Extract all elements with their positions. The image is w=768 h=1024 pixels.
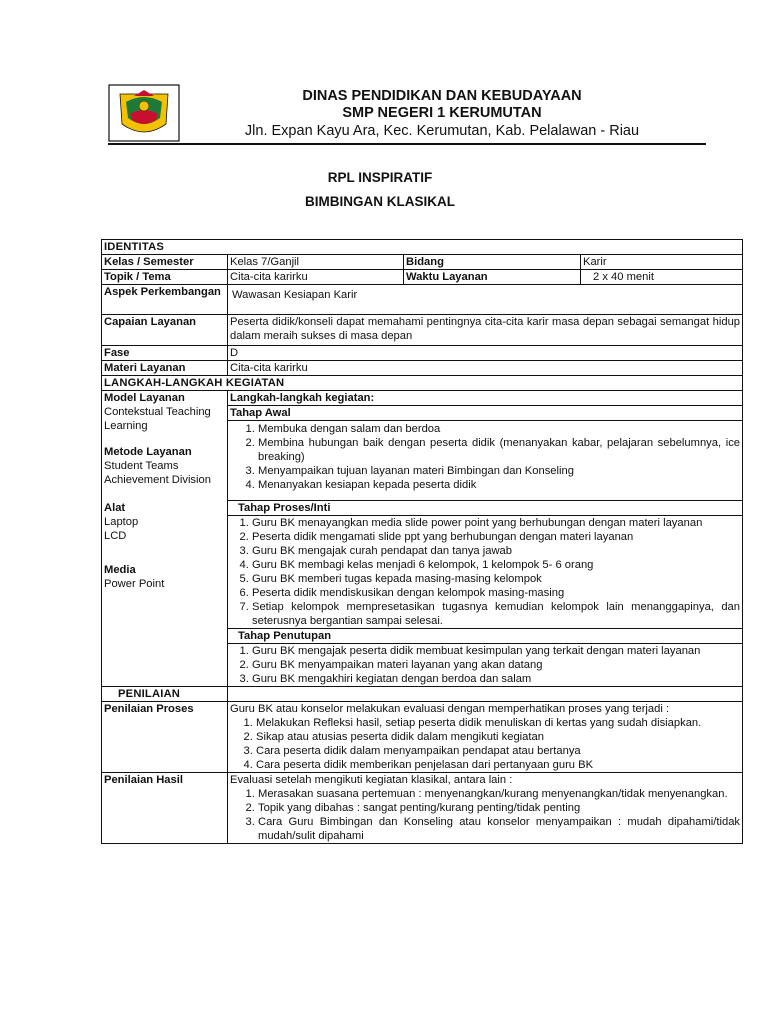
kelas-value: Kelas 7/Ganjil [228, 255, 404, 270]
list-item: 2. Topik yang dibahas : sangat penting/kurang penting/tidak penting [258, 801, 740, 815]
fase-value: D [228, 346, 743, 361]
list-item: 1. Melakukan Refleksi hasil, setiap peserta didik menuliskan di kertas yang sudah disiapkan. [256, 716, 740, 730]
aspek-value: Wawasan Kesiapan Karir [228, 285, 743, 315]
topik-value: Cita-cita karirku [228, 270, 404, 285]
table-row [102, 255, 743, 270]
list-item: 3. Guru BK mengakhiri kegiatan dengan berdoa dan salam [252, 672, 740, 686]
materi-value: Cita-cita karirku [228, 361, 743, 376]
list-item: 2. Guru BK menyampaikan materi layanan yang akan datang [252, 658, 740, 672]
model-label: Model Layanan [104, 392, 185, 404]
tahap-penutupan-list [230, 644, 740, 686]
langkah-row [102, 376, 743, 391]
table-row [102, 346, 743, 361]
metode-label: Metode Layanan [104, 446, 192, 458]
table-row [102, 361, 743, 376]
tahap-penutupan-title: Tahap Penutupan [228, 629, 743, 644]
aspek-label: Aspek Perkembangan [102, 285, 228, 315]
document-subtitle: BIMBINGAN KLASIKAL [305, 194, 455, 209]
list-item: 1. Membuka dengan salam dan berdoa [258, 422, 740, 436]
tahap-awal-list [230, 422, 740, 492]
alat-label: Alat [104, 502, 126, 514]
list-item: 1. Guru BK menayangkan media slide power point yang berhubungan dengan materi layanan [252, 516, 740, 530]
list-item: 5. Guru BK memberi tugas kepada masing-masing kelompok [252, 572, 740, 586]
bidang-label: Bidang [404, 255, 581, 270]
penilaian-hasil-cell [228, 773, 743, 844]
media-value: Power Point [104, 578, 165, 590]
tahap-inti-list [230, 516, 740, 628]
tahap-inti-cell [228, 516, 743, 629]
capaian-value: Peserta didik/konseli dapat memahami pentingnya cita-cita karir masa depan sebagai semangat hidup dalam meraih sukses di masa depan [228, 315, 743, 346]
penilaian-hasil-label: Penilaian Hasil [102, 773, 228, 844]
kelas-label: Kelas / Semester [102, 255, 228, 270]
penilaian-proses-cell [228, 702, 743, 773]
capaian-label: Capaian Layanan [102, 315, 228, 346]
list-item: 3. Guru BK mengajak curah pendapat dan tanya jawab [252, 544, 740, 558]
waktu-value: 2 x 40 menit [581, 270, 743, 285]
list-item: 3. Cara peserta didik dalam menyampaikan pendapat atau bertanya [256, 744, 740, 758]
bidang-value: Karir [581, 255, 743, 270]
tahap-awal-cell [228, 421, 743, 501]
table-row [102, 702, 743, 773]
school-name: SMP NEGERI 1 KERUMUTAN [342, 105, 542, 121]
school-emblem-icon [108, 84, 180, 142]
letterhead-rule [108, 143, 706, 145]
list-item: 1. Merasakan suasana pertemuan : menyenangkan/kurang menyenangkan/tidak menyenangkan. [258, 787, 740, 801]
langkah-heading: Langkah-langkah kegiatan: [228, 391, 743, 406]
table-row [102, 285, 743, 315]
alat-item: Laptop [104, 516, 139, 528]
list-item: 7. Setiap kelompok mempresetasikan tugasnya kemudian kelompok lain menanggapinya, dan seterusnya bergantian sampai selesai. [252, 600, 740, 628]
list-item: 4. Guru BK membagi kelas menjadi 6 kelompok, 1 kelompok 5- 6 orang [252, 558, 740, 572]
penilaian-proses-label: Penilaian Proses [102, 702, 228, 773]
metode-value: Student Teams Achievement Division [104, 460, 211, 486]
alat-item: LCD [104, 530, 127, 542]
penilaian-row [102, 687, 743, 702]
penilaian-proses-intro: Guru BK atau konselor melakukan evaluasi dengan memperhatikan proses yang terjadi : [230, 703, 670, 715]
list-item: 6. Peserta didik mendiskusikan dengan kelompok masing-masing [252, 586, 740, 600]
tahap-awal-title: Tahap Awal [228, 406, 743, 421]
list-item: 2. Membina hubungan baik dengan peserta didik (menanyakan kabar, pelajaran sebelumnya, ice breaking) [258, 436, 740, 464]
model-value: Contekstual Teaching Learning [104, 406, 211, 432]
langkah-heading-row [102, 391, 743, 406]
penilaian-hasil-list [230, 787, 740, 843]
tahap-penutupan-cell [228, 644, 743, 687]
list-item: 3. Cara Guru Bimbingan dan Konseling atau konselor menyampaikan : mudah dipahami/tidak mudah/sulit dipahami [258, 815, 740, 843]
table-row [102, 315, 743, 346]
tahap-inti-title: Tahap Proses/Inti [228, 501, 743, 516]
penilaian-hasil-intro: Evaluasi setelah mengikuti kegiatan klasikal, antara lain : [230, 774, 513, 786]
rpl-table [101, 239, 743, 844]
table-row [102, 270, 743, 285]
materi-label: Materi Layanan [102, 361, 228, 376]
langkah-header: LANGKAH-LANGKAH KEGIATAN [102, 376, 743, 391]
penilaian-header: PENILAIAN [102, 687, 228, 702]
identitas-row [102, 240, 743, 255]
identitas-header: IDENTITAS [102, 240, 743, 255]
topik-label: Topik / Tema [102, 270, 228, 285]
list-item: 4. Cara peserta didik memberikan penjelasan dari pertanyaan guru BK [256, 758, 740, 772]
list-item: 2. Peserta didik mengamati slide ppt yang berhubungan dengan materi layanan [252, 530, 740, 544]
list-item: 3. Menyampaikan tujuan layanan materi Bimbingan dan Konseling [258, 464, 740, 478]
table-row [102, 773, 743, 844]
agency-name: DINAS PENDIDIKAN DAN KEBUDAYAAN [302, 88, 582, 104]
media-label: Media [104, 564, 136, 576]
list-item: 2. Sikap atau atusias peserta didik dalam mengikuti kegiatan [256, 730, 740, 744]
waktu-label: Waktu Layanan [404, 270, 581, 285]
fase-label: Fase [102, 346, 228, 361]
penilaian-proses-list [230, 716, 740, 772]
list-item: 1. Guru BK mengajak peserta didik membuat kesimpulan yang terkait dengan materi layanan [252, 644, 740, 658]
letterhead [108, 84, 706, 144]
school-address: Jln. Expan Kayu Ara, Kec. Kerumutan, Kab. Pelalawan - Riau [244, 123, 640, 139]
layanan-info-cell [102, 391, 228, 687]
list-item: 4. Menanyakan kesiapan kepada peserta didik [258, 478, 740, 492]
document-title: RPL INSPIRATIF [327, 170, 433, 185]
